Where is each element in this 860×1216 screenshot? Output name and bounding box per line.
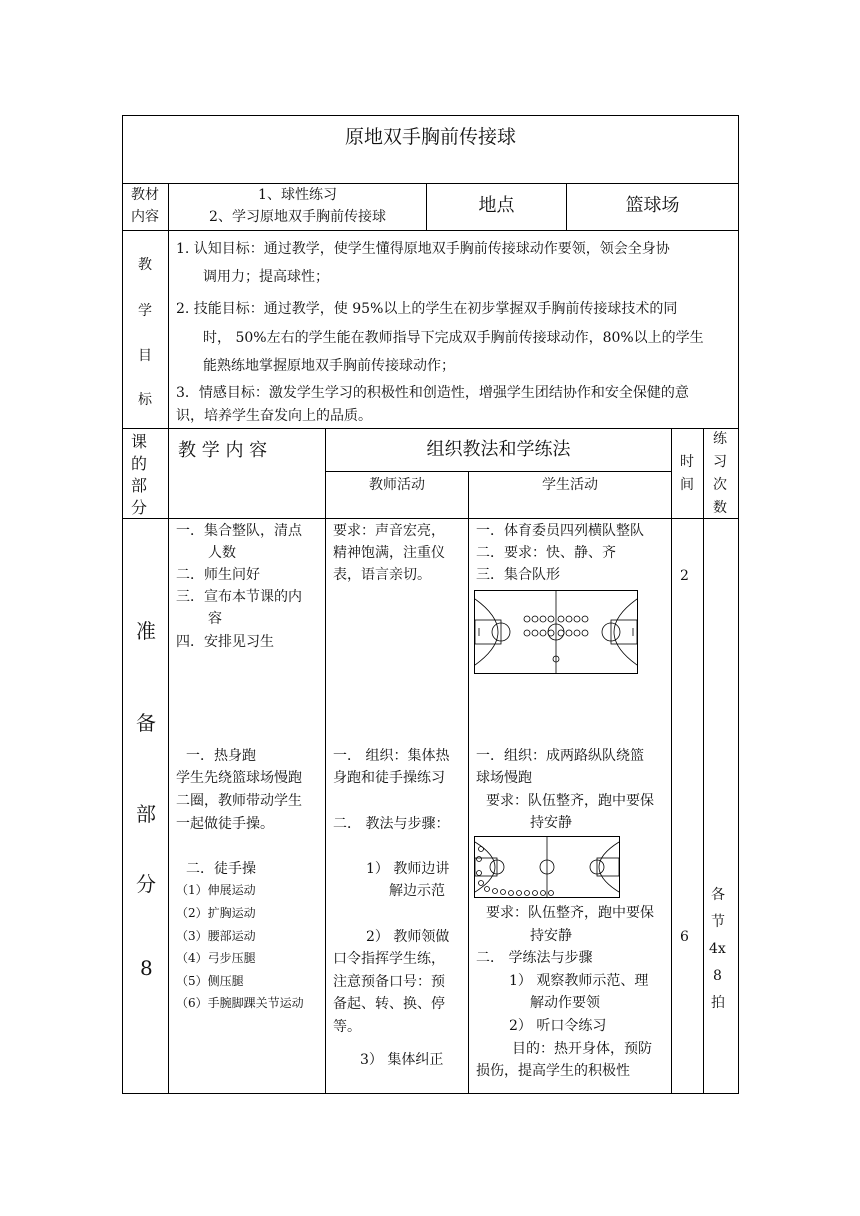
- student-activity-header: 学生活动: [542, 477, 598, 493]
- location-label: 地点: [478, 195, 515, 216]
- basketball-court-formation-diagram: [474, 590, 638, 674]
- court-running-svg: [475, 837, 619, 897]
- content-header: 教 学 内 容: [178, 440, 268, 461]
- location-value: 篮球场: [625, 195, 680, 216]
- page-title: 原地双手胸前传接球: [344, 126, 516, 148]
- teacher-activity-header: 教师活动: [369, 477, 425, 493]
- basketball-court-running-diagram: [474, 836, 620, 898]
- time-prep-2: 6: [680, 929, 689, 945]
- time-prep-1: 2: [680, 568, 689, 584]
- method-header: 组织教法和学练法: [426, 439, 571, 460]
- exercise-title: 二．徒手操: [186, 861, 256, 877]
- court-formation-svg: [475, 591, 637, 673]
